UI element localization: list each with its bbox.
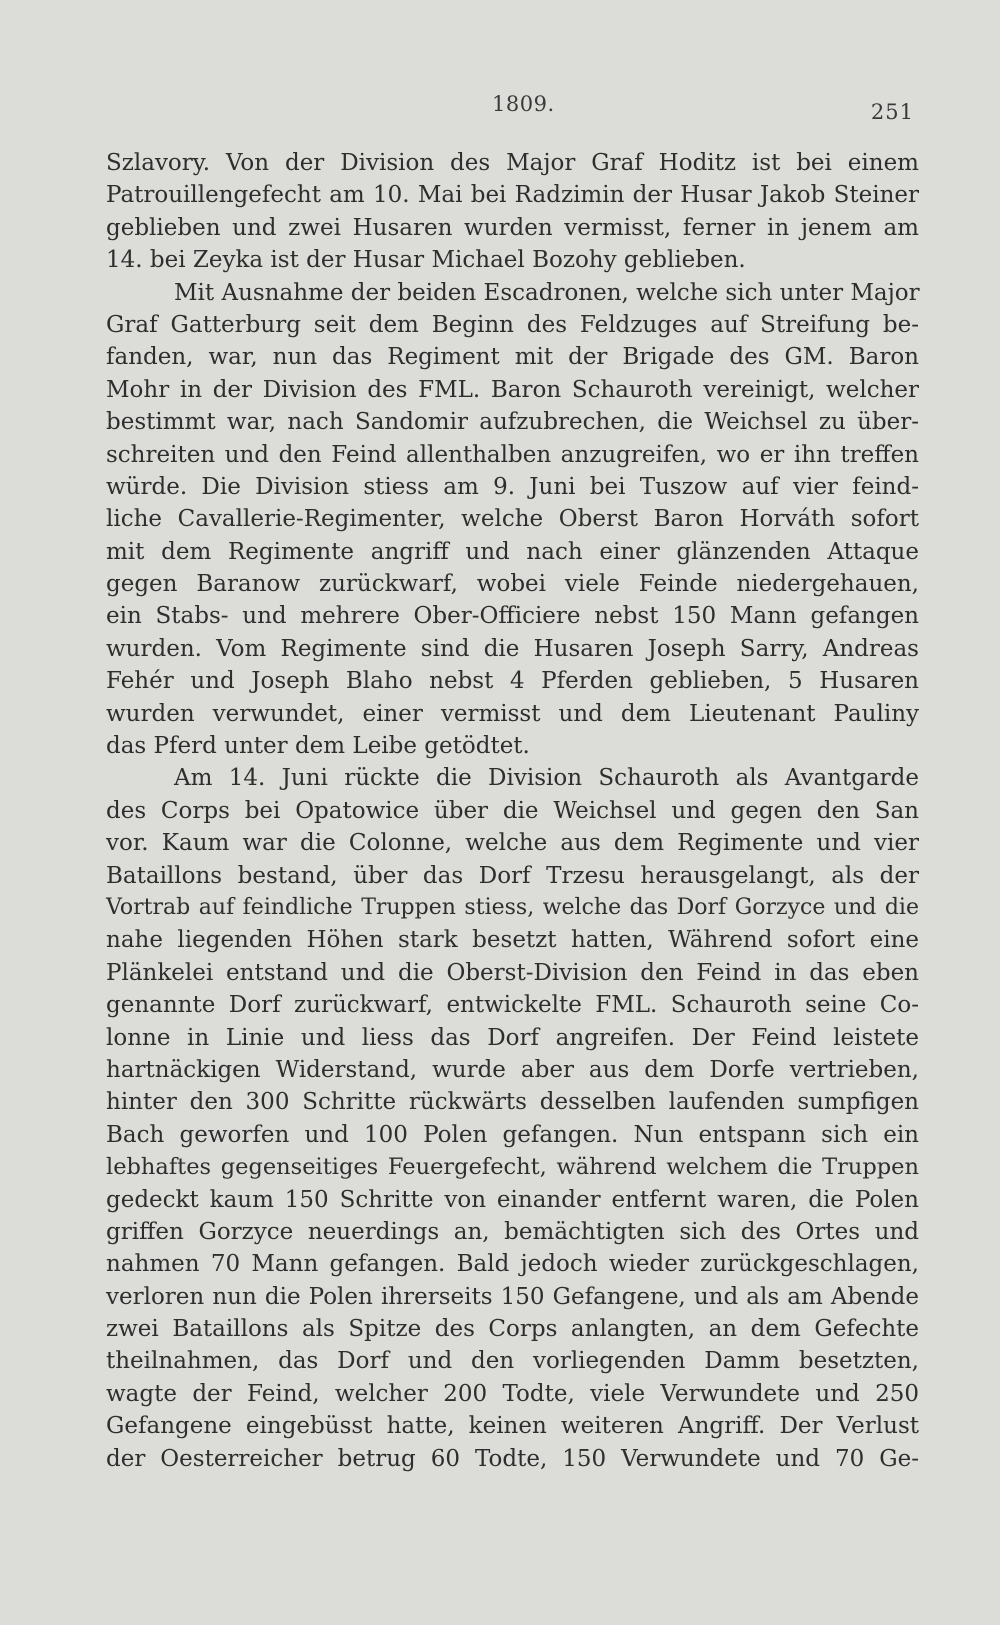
text-line: fanden, war, nun das Regiment mit der Brigade des GM. Baron: [106, 344, 919, 371]
text-line: theilnahmen, das Dorf und den vorliegenden Damm besetzten,: [106, 1348, 919, 1375]
text-line: lebhaftes gegenseitiges Feuergefecht, während welchem die Truppen: [106, 1154, 919, 1181]
text-line: Plänkelei entstand und die Oberst-Division den Feind in das eben: [106, 959, 919, 986]
page-header: [0, 92, 1000, 132]
text-line: geblieben und zwei Husaren wurden vermisst, ferner in jenem am: [106, 214, 919, 241]
text-line: wurden verwundet, einer vermisst und dem Lieutenant Pauliny: [106, 700, 919, 727]
page-number: 251: [870, 100, 914, 124]
running-head-year: 1809.: [492, 92, 555, 116]
text-line: der Oesterreicher betrug 60 Todte, 150 Verwundete und 70 Ge-: [106, 1445, 919, 1472]
text-line: des Corps bei Opatowice über die Weichsel und gegen den San: [106, 797, 919, 824]
text-line: Fehér und Joseph Blaho nebst 4 Pferden geblieben, 5 Husaren: [106, 668, 919, 695]
text-line: genannte Dorf zurückwarf, entwickelte FML. Schauroth seine Co-: [106, 992, 919, 1019]
text-line: Gefangene eingebüsst hatte, keinen weiteren Angriff. Der Verlust: [106, 1413, 919, 1440]
body-text: [106, 147, 919, 1475]
text-line: Patrouillengefecht am 10. Mai bei Radzimin der Husar Jakob Steiner: [106, 182, 919, 209]
text-line: lonne in Linie und liess das Dorf angreifen. Der Feind leistete: [106, 1024, 919, 1051]
text-line: wurden. Vom Regimente sind die Husaren Joseph Sarry, Andreas: [106, 635, 919, 662]
text-line: liche Cavallerie-Regimenter, welche Oberst Baron Horváth sofort: [106, 506, 919, 533]
text-line: Vortrab auf feindliche Truppen stiess, welche das Dorf Gorzyce und die: [106, 894, 919, 920]
text-line: ein Stabs- und mehrere Ober-Officiere nebst 150 Mann gefangen: [106, 603, 919, 630]
text-line: bestimmt war, nach Sandomir aufzubrechen, die Weichsel zu über-: [106, 409, 919, 436]
text-line: Mit Ausnahme der beiden Escadronen, welche sich unter Major: [174, 279, 920, 306]
text-line: gedeckt kaum 150 Schritte von einander entfernt waren, die Polen: [106, 1186, 919, 1213]
text-line: Mohr in der Division des FML. Baron Schauroth vereinigt, welcher: [106, 376, 919, 403]
text-line: das Pferd unter dem Leibe getödtet.: [106, 733, 530, 760]
text-line: gegen Baranow zurückwarf, wobei viele Feinde niedergehauen,: [106, 571, 919, 598]
text-line: würde. Die Division stiess am 9. Juni bei Tuszow auf vier feind-: [106, 473, 919, 500]
text-line: schreiten und den Feind allenthalben anzugreifen, wo er ihn treffen: [106, 441, 919, 468]
text-line: nahmen 70 Mann gefangen. Bald jedoch wieder zurückgeschlagen,: [106, 1251, 919, 1278]
text-line: Bach geworfen und 100 Polen gefangen. Nun entspann sich ein: [106, 1121, 919, 1148]
text-line: wagte der Feind, welcher 200 Todte, viele Verwundete und 250: [106, 1380, 919, 1407]
text-line: hinter den 300 Schritte rückwärts desselben laufenden sumpfigen: [106, 1089, 919, 1116]
text-line: vor. Kaum war die Colonne, welche aus dem Regimente und vier: [106, 830, 919, 857]
text-line: Graf Gatterburg seit dem Beginn des Feldzuges auf Streifung be-: [106, 311, 919, 338]
text-line: hartnäckigen Widerstand, wurde aber aus dem Dorfe vertrieben,: [106, 1056, 919, 1083]
text-line: mit dem Regimente angriff und nach einer glänzenden Attaque: [106, 538, 919, 565]
text-line: Szlavory. Von der Division des Major Graf Hoditz ist bei einem: [106, 150, 919, 176]
text-line: Bataillons bestand, über das Dorf Trzesu herausgelangt, als der: [106, 862, 919, 889]
text-line: griffen Gorzyce neuerdings an, bemächtigten sich des Ortes und: [106, 1218, 919, 1245]
text-line: 14. bei Zeyka ist der Husar Michael Bozohy geblieben.: [106, 247, 746, 274]
text-line: zwei Bataillons als Spitze des Corps anlangten, an dem Gefechte: [106, 1316, 919, 1343]
text-line: verloren nun die Polen ihrerseits 150 Gefangene, und als am Abende: [106, 1283, 919, 1310]
text-line: Am 14. Juni rückte die Division Schauroth als Avantgarde: [174, 765, 919, 792]
text-line: nahe liegenden Höhen stark besetzt hatten, Während sofort eine: [106, 927, 919, 954]
